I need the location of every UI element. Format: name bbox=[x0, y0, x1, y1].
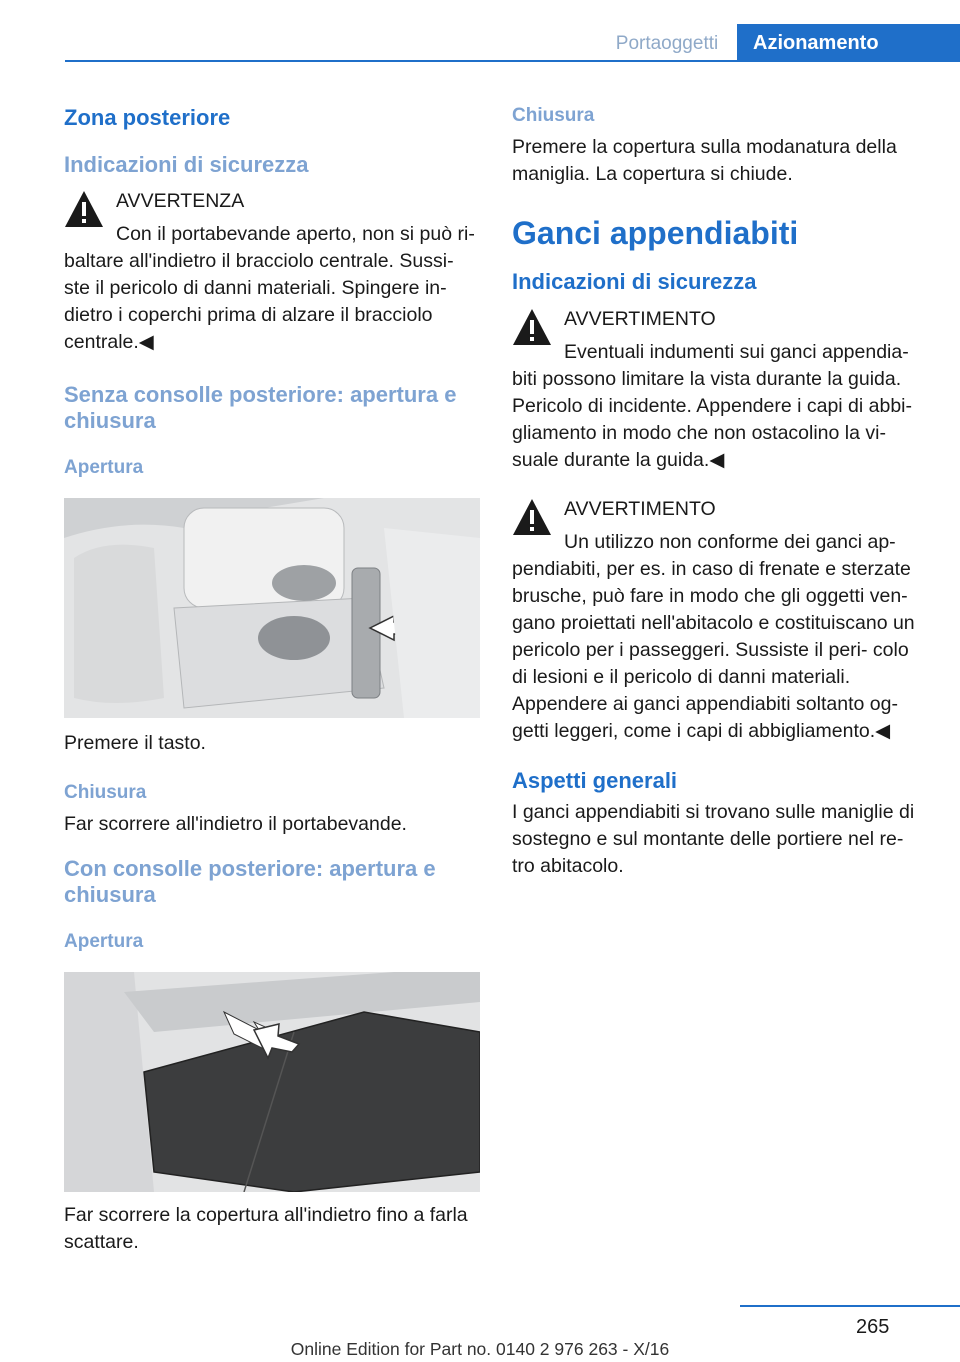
general-text: I ganci appendiabiti si trovano sulle maniglie di sostegno e sul montante delle portiere nel re‐ tro abitacolo. bbox=[512, 801, 915, 877]
warning-triangle-icon bbox=[512, 498, 552, 536]
warning-box-3 bbox=[512, 496, 928, 745]
right-column bbox=[512, 100, 928, 880]
safety-title-right: Indicazioni di sicurezza bbox=[512, 269, 757, 294]
warning-triangle-icon bbox=[512, 308, 552, 346]
left-column bbox=[64, 100, 482, 1256]
warning-text: baltare all'indietro il bracciolo centrale. Sussi‐ ste il pericolo di danni materiali. Spingere in‐ dietro i coperchi prima di alzare il bracciolo centrale.◀ bbox=[64, 250, 454, 353]
warning-first-line: Con il portabevande aperto, non si può ri‐ bbox=[116, 223, 475, 245]
safety-title-left: Indicazioni di sicurezza bbox=[64, 152, 309, 177]
console-cover-illustration bbox=[64, 972, 480, 1192]
warning-first-line: Un utilizzo non conforme dei ganci ap‐ bbox=[564, 531, 896, 553]
cupholder-drawing-icon bbox=[64, 498, 480, 718]
closing-text-1: Far scorrere all'indietro il portabevande. bbox=[64, 813, 407, 835]
page-number: 265 bbox=[856, 1316, 890, 1338]
warning-box-2 bbox=[512, 306, 928, 474]
edition-footer: Online Edition for Part no. 0140 2 976 263 - X/16 bbox=[290, 1339, 670, 1359]
warning-box-1 bbox=[64, 188, 482, 356]
warning-triangle-icon bbox=[64, 190, 104, 228]
cupholder-illustration bbox=[64, 498, 480, 718]
opening-text-1: Premere il tasto. bbox=[64, 732, 206, 754]
no-console-title: Senza consolle posteriore: apertura e chiusura bbox=[64, 382, 457, 433]
warning-first-line: Eventuali indumenti sui ganci appendia‐ bbox=[564, 341, 909, 363]
console-cover-drawing-icon bbox=[64, 972, 480, 1192]
warning-label: AVVERTIMENTO bbox=[564, 308, 716, 330]
header-rule bbox=[65, 60, 960, 62]
header-section-label: Portaoggetti bbox=[615, 33, 719, 54]
with-console-title: Con consolle posteriore: apertura e chiusura bbox=[64, 856, 436, 907]
warning-label: AVVERTIMENTO bbox=[564, 498, 716, 520]
opening-text-2: Far scorrere la copertura all'indietro fino a farla scattare. bbox=[64, 1204, 468, 1253]
header-chapter-tab: Azionamento bbox=[737, 24, 960, 62]
closing-label-2: Chiusura bbox=[512, 105, 595, 126]
zone-title: Zona posteriore bbox=[64, 105, 231, 130]
opening-label-1: Apertura bbox=[64, 457, 144, 478]
closing-text-2: Premere la copertura sulla modanatura della maniglia. La copertura si chiude. bbox=[512, 136, 897, 185]
closing-label-1: Chiusura bbox=[64, 782, 147, 803]
warning-text: pendiabiti, per es. in caso di frenate e sterzate brusche, può fare in modo che gli oggetti ven‐ gano proiettati nell'abitacolo e costituiscano un pericolo per i passeggeri. Sussiste il peri‐ colo di lesioni e il pericolo di danni materiali. Appendere ai ganci appendiabiti soltanto og‐ getti leggeri, come i capi di abbigliamento.◀ bbox=[512, 558, 915, 742]
hooks-title: Ganci appendiabiti bbox=[512, 215, 799, 251]
footer-rule bbox=[740, 1305, 960, 1307]
warning-label: AVVERTENZA bbox=[116, 190, 245, 212]
opening-label-2: Apertura bbox=[64, 931, 144, 952]
general-title: Aspetti generali bbox=[512, 768, 678, 793]
warning-text: biti possono limitare la vista durante la guida. Pericolo di incidente. Appendere i capi di abbi‐ gliamento in modo che non ostacolino la vi‐ suale durante la guida.◀ bbox=[512, 368, 913, 471]
